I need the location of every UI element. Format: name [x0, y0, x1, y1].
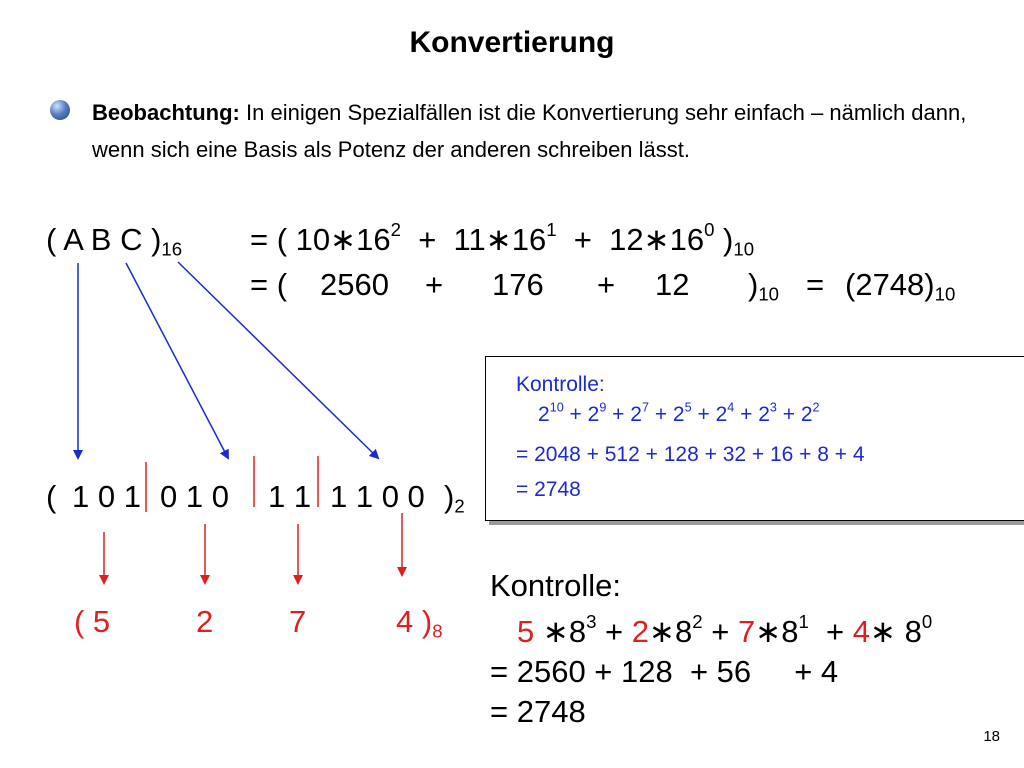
- kontrolle-box-label: Kontrolle:: [516, 373, 605, 396]
- page-number: 18: [983, 728, 1000, 745]
- equals-sign: =: [806, 267, 825, 302]
- plus-sign: +: [691, 403, 716, 426]
- octal-coef-7: 7: [737, 614, 756, 649]
- term3-base: 16: [669, 222, 705, 257]
- plus-sign: +: [776, 403, 801, 426]
- power-exponent: 5: [684, 400, 692, 415]
- octal-base: 8: [432, 620, 443, 642]
- arrow-C-to-binary: [178, 262, 378, 458]
- values-paren: ): [748, 267, 759, 302]
- exp-2: 2: [692, 611, 703, 633]
- mul-sign: ∗: [643, 222, 670, 257]
- power-exponent: 4: [727, 400, 735, 415]
- power-exponent: 2: [812, 400, 820, 415]
- power-base: 2: [538, 403, 550, 426]
- mul-sign: ∗: [869, 614, 905, 649]
- binary-group-3: 1 1: [268, 479, 312, 514]
- mul-sign: ∗: [755, 614, 782, 649]
- kontrolle-result-line: = 2748: [516, 478, 581, 501]
- exp-1: 1: [798, 611, 809, 633]
- term2-base: 16: [511, 222, 547, 257]
- base-8: 8: [904, 614, 922, 649]
- plus-sign: +: [425, 267, 444, 302]
- values-base: 10: [758, 283, 780, 305]
- octal-digit-7: 7: [289, 604, 307, 639]
- plus-sign: +: [563, 403, 588, 426]
- plus-sign: +: [606, 403, 631, 426]
- plus-sign: +: [734, 403, 759, 426]
- plus-sign: +: [648, 403, 673, 426]
- power-base: 2: [672, 403, 685, 426]
- slide-title: Konvertierung: [409, 26, 615, 59]
- expansion-close: ): [723, 222, 734, 257]
- power-base: 2: [758, 403, 770, 426]
- octal-digit-2: 2: [196, 604, 214, 639]
- observation-text: In einigen Spezialfällen ist die Konvertierung sehr einfach – nämlich dann, wenn sich eine Basis als Potenz der anderen schreiben lässt.: [92, 100, 967, 162]
- mul-sign: ∗: [534, 614, 569, 649]
- base-8: 8: [568, 614, 587, 649]
- term3-coef: 12: [609, 222, 644, 257]
- hex-value-3: 12: [655, 267, 690, 302]
- power-exponent: 3: [769, 400, 777, 415]
- octal-digit-5: ( 5: [74, 604, 111, 639]
- term2-coef: 11: [453, 222, 486, 257]
- power-exponent: 7: [641, 400, 649, 415]
- power-base: 2: [630, 403, 642, 426]
- term1-base: 16: [356, 222, 391, 257]
- mul-sign: ∗: [649, 614, 676, 649]
- binary-open: (: [46, 479, 57, 514]
- octal-coef-2: 2: [631, 614, 650, 649]
- plus-sign: +: [596, 614, 632, 649]
- power-exponent: 10: [549, 400, 564, 415]
- power-base: 2: [715, 403, 728, 426]
- hex-base: 16: [161, 238, 183, 260]
- term2-exp: 1: [546, 219, 557, 241]
- kontrolle-octal-sum: = 2560 + 128 + 56 + 4: [490, 654, 839, 689]
- octal-last: 4 ): [396, 604, 433, 639]
- power-base: 2: [800, 403, 813, 426]
- plus-sign: +: [702, 614, 738, 649]
- expansion-base: 10: [733, 238, 755, 260]
- binary-group-2: 0 1 0: [160, 479, 229, 514]
- term1-exp: 2: [390, 219, 401, 241]
- plus-sign: +: [597, 267, 616, 302]
- mul-sign: ∗: [485, 222, 512, 257]
- binary-group-1: 1 0 1: [72, 479, 141, 514]
- result-value: (2748): [845, 267, 935, 302]
- binary-base: 2: [454, 495, 465, 517]
- kontrolle-octal-result: = 2748: [490, 694, 586, 729]
- octal-coef-5: 5: [517, 614, 535, 649]
- hex-value-2: 176: [492, 267, 544, 302]
- plus-sign: +: [418, 222, 437, 257]
- mul-sign: ∗: [330, 222, 357, 257]
- term3-exp: 0: [704, 219, 715, 241]
- plus-sign: +: [808, 614, 853, 649]
- plus-sign: +: [573, 222, 592, 257]
- arrow-B-to-binary: [126, 263, 228, 458]
- hex-digits: ( A B C ): [46, 222, 162, 257]
- result-base: 10: [934, 283, 956, 305]
- binary-group-4: 1 1 0 0: [330, 479, 425, 514]
- base-8: 8: [675, 614, 693, 649]
- power-base: 2: [587, 403, 600, 426]
- expansion-open: = ( 10: [250, 222, 331, 257]
- kontrolle-sum-line: = 2048 + 512 + 128 + 32 + 16 + 8 + 4: [516, 443, 865, 466]
- exp-0: 0: [921, 611, 933, 633]
- exp-3: 3: [586, 611, 597, 633]
- octal-coef-4: 4: [852, 614, 870, 649]
- base-8: 8: [781, 614, 799, 649]
- power-exponent: 9: [599, 400, 607, 415]
- kontrolle-octal-label: Kontrolle:: [490, 568, 621, 603]
- observation-label: Beobachtung:: [92, 100, 240, 125]
- hex-value-1: 2560: [320, 267, 389, 302]
- binary-paren: ): [444, 479, 455, 514]
- hex-values-open: = (: [250, 267, 288, 302]
